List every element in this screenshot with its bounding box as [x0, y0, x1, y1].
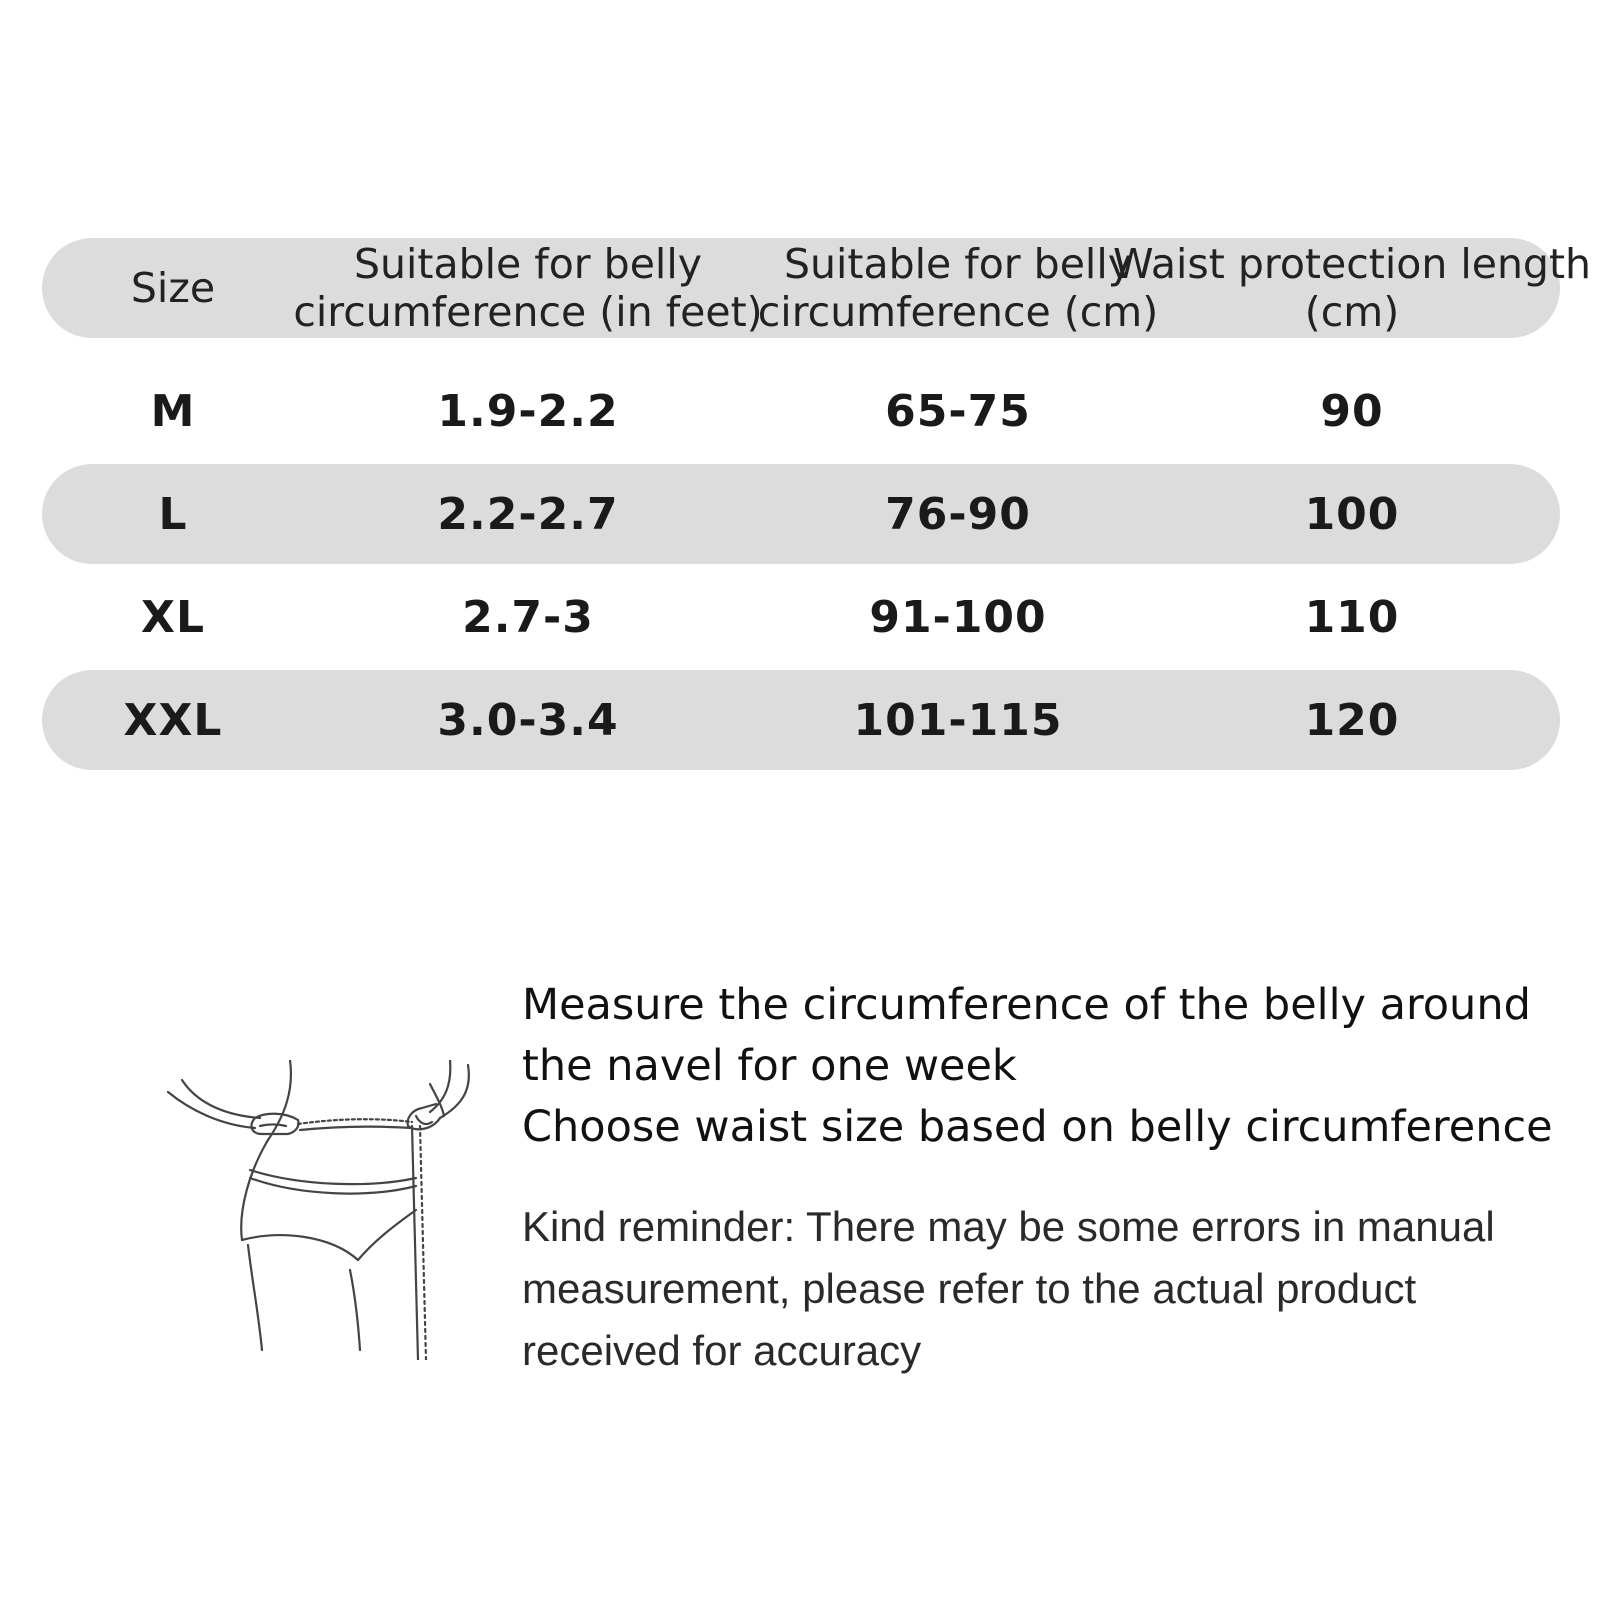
- header-waist-length: Waist protection length (cm): [1112, 240, 1592, 336]
- header-size: Size: [130, 264, 216, 312]
- waist-length-cell: 100: [1304, 488, 1400, 540]
- waist-length-cell: 90: [1320, 385, 1384, 437]
- belly-feet-cell: 2.2-2.7: [437, 488, 619, 540]
- belly-cm-cell: 91-100: [869, 591, 1047, 643]
- size-cell: L: [158, 488, 188, 540]
- size-cell: XXL: [123, 694, 223, 746]
- instruction-line-2: Choose waist size based on belly circumference: [522, 1102, 1553, 1152]
- kind-reminder-text: Kind reminder: There may be some errors in manual measurement, please refer to the actual product received for accuracy: [522, 1203, 1495, 1374]
- measure-instructions: [522, 975, 1582, 1158]
- table-row: [42, 361, 1560, 461]
- waist-length-cell: 120: [1304, 694, 1400, 746]
- belly-cm-cell: 101-115: [853, 694, 1063, 746]
- measuring-tape-waist-illustration-icon: [150, 1060, 510, 1360]
- belly-cm-cell: 65-75: [885, 385, 1031, 437]
- table-row: [42, 567, 1560, 667]
- table-header-row: [42, 238, 1592, 338]
- belly-feet-cell: 2.7-3: [462, 591, 594, 643]
- instruction-line-1: Measure the circumference of the belly around the navel for one week: [522, 980, 1531, 1091]
- belly-feet-cell: 1.9-2.2: [437, 385, 619, 437]
- size-cell: M: [150, 385, 196, 437]
- table-row: [42, 464, 1560, 564]
- belly-cm-cell: 76-90: [885, 488, 1031, 540]
- header-belly-cm: Suitable for belly circumference (cm): [757, 240, 1159, 336]
- table-row: [42, 670, 1560, 770]
- header-belly-feet: Suitable for belly circumference (in feet): [293, 240, 763, 336]
- waist-length-cell: 110: [1304, 591, 1400, 643]
- belly-feet-cell: 3.0-3.4: [437, 694, 619, 746]
- size-cell: XL: [141, 591, 205, 643]
